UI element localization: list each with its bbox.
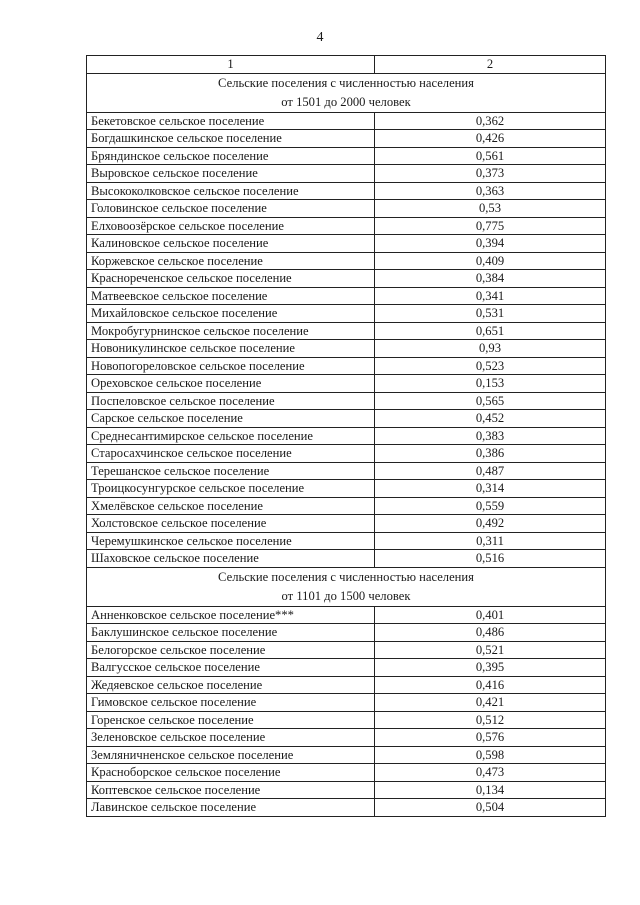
coefficient-value-cell: 0,426	[375, 130, 606, 148]
coefficient-value-cell: 0,565	[375, 392, 606, 410]
coefficient-value-cell: 0,383	[375, 427, 606, 445]
coefficient-value-cell: 0,561	[375, 147, 606, 165]
coefficient-value-cell: 0,504	[375, 799, 606, 817]
settlement-name-cell: Белогорское сельское поселение	[87, 641, 375, 659]
coefficient-value-cell: 0,311	[375, 532, 606, 550]
column-header-2: 2	[375, 56, 606, 74]
table-row	[87, 480, 606, 498]
coefficient-value-cell: 0,516	[375, 550, 606, 568]
table-row	[87, 746, 606, 764]
settlement-name-cell: Троицкосунгурское сельское поселение	[87, 480, 375, 498]
settlement-name-cell: Бекетовское сельское поселение	[87, 112, 375, 130]
table-row	[87, 764, 606, 782]
settlement-name-cell: Терешанское сельское поселение	[87, 462, 375, 480]
section-header-row	[87, 567, 606, 606]
coefficient-value-cell: 0,373	[375, 165, 606, 183]
settlement-name-cell: Коржевское сельское поселение	[87, 252, 375, 270]
coefficient-value-cell: 0,153	[375, 375, 606, 393]
table-row	[87, 550, 606, 568]
settlement-name-cell: Валгусское сельское поселение	[87, 659, 375, 677]
table-row	[87, 147, 606, 165]
table-row	[87, 357, 606, 375]
section-header-row	[87, 73, 606, 112]
table-row	[87, 711, 606, 729]
table-row	[87, 729, 606, 747]
table-body	[87, 56, 606, 817]
settlement-name-cell: Елховоозёрское сельское поселение	[87, 217, 375, 235]
table-row	[87, 287, 606, 305]
settlement-name-cell: Красноборское сельское поселение	[87, 764, 375, 782]
coefficient-value-cell: 0,452	[375, 410, 606, 428]
table-row	[87, 445, 606, 463]
coefficient-value-cell: 0,53	[375, 200, 606, 218]
table-row	[87, 641, 606, 659]
table-row	[87, 694, 606, 712]
settlement-name-cell: Лавинское сельское поселение	[87, 799, 375, 817]
coefficient-value-cell: 0,394	[375, 235, 606, 253]
data-table	[86, 55, 606, 817]
table-row	[87, 182, 606, 200]
settlement-name-cell: Хмелёвское сельское поселение	[87, 497, 375, 515]
section-title-line: Сельские поселения с численностью населения	[218, 569, 474, 584]
section-title	[87, 567, 606, 606]
coefficient-value-cell: 0,93	[375, 340, 606, 358]
settlement-name-cell: Старосахчинское сельское поселение	[87, 445, 375, 463]
settlement-name-cell: Сарское сельское поселение	[87, 410, 375, 428]
coefficient-value-cell: 0,363	[375, 182, 606, 200]
table-row	[87, 497, 606, 515]
settlement-name-cell: Горенское сельское поселение	[87, 711, 375, 729]
settlement-name-cell: Шаховское сельское поселение	[87, 550, 375, 568]
column-header-1: 1	[87, 56, 375, 74]
table-header-row	[87, 56, 606, 74]
coefficient-value-cell: 0,521	[375, 641, 606, 659]
table-row	[87, 659, 606, 677]
settlement-name-cell: Земляничненское сельское поселение	[87, 746, 375, 764]
settlement-name-cell: Холстовское сельское поселение	[87, 515, 375, 533]
table-row	[87, 515, 606, 533]
settlement-name-cell: Мокробугурнинское сельское поселение	[87, 322, 375, 340]
table-row	[87, 606, 606, 624]
coefficient-value-cell: 0,386	[375, 445, 606, 463]
coefficient-value-cell: 0,559	[375, 497, 606, 515]
table-row	[87, 112, 606, 130]
settlement-name-cell: Новопогореловское сельское поселение	[87, 357, 375, 375]
settlement-name-cell: Новоникулинское сельское поселение	[87, 340, 375, 358]
coefficient-value-cell: 0,395	[375, 659, 606, 677]
table-row	[87, 252, 606, 270]
table-row	[87, 340, 606, 358]
settlement-name-cell: Черемушкинское сельское поселение	[87, 532, 375, 550]
coefficient-value-cell: 0,362	[375, 112, 606, 130]
coefficient-value-cell: 0,775	[375, 217, 606, 235]
table-row	[87, 375, 606, 393]
table-row	[87, 392, 606, 410]
coefficient-value-cell: 0,486	[375, 624, 606, 642]
settlement-name-cell: Матвеевское сельское поселение	[87, 287, 375, 305]
coefficient-value-cell: 0,134	[375, 781, 606, 799]
table-row	[87, 322, 606, 340]
table-row	[87, 200, 606, 218]
settlement-name-cell: Краснореченское сельское поселение	[87, 270, 375, 288]
section-title-line: от 1501 до 2000 человек	[281, 94, 411, 109]
coefficient-value-cell: 0,531	[375, 305, 606, 323]
table-row	[87, 799, 606, 817]
table-row	[87, 217, 606, 235]
coefficient-value-cell: 0,409	[375, 252, 606, 270]
settlement-name-cell: Поспеловское сельское поселение	[87, 392, 375, 410]
section-title-line: Сельские поселения с численностью населения	[218, 75, 474, 90]
table-row	[87, 462, 606, 480]
settlement-name-cell: Богдашкинское сельское поселение	[87, 130, 375, 148]
coefficient-value-cell: 0,576	[375, 729, 606, 747]
coefficient-value-cell: 0,421	[375, 694, 606, 712]
coefficient-value-cell: 0,384	[375, 270, 606, 288]
settlement-name-cell: Высококолковское сельское поселение	[87, 182, 375, 200]
settlement-name-cell: Выровское сельское поселение	[87, 165, 375, 183]
settlement-name-cell: Бряндинское сельское поселение	[87, 147, 375, 165]
settlement-name-cell: Среднесантимирское сельское поселение	[87, 427, 375, 445]
page-number: 4	[316, 30, 324, 45]
coefficient-value-cell: 0,523	[375, 357, 606, 375]
table-row	[87, 235, 606, 253]
coefficient-value-cell: 0,416	[375, 676, 606, 694]
coefficient-value-cell: 0,341	[375, 287, 606, 305]
table-row	[87, 270, 606, 288]
coefficient-value-cell: 0,473	[375, 764, 606, 782]
coefficient-value-cell: 0,651	[375, 322, 606, 340]
table-row	[87, 676, 606, 694]
table-row	[87, 427, 606, 445]
table-row	[87, 165, 606, 183]
settlement-name-cell: Коптевское сельское поселение	[87, 781, 375, 799]
table-row	[87, 130, 606, 148]
coefficient-value-cell: 0,401	[375, 606, 606, 624]
coefficient-value-cell: 0,314	[375, 480, 606, 498]
settlement-name-cell: Михайловское сельское поселение	[87, 305, 375, 323]
settlement-name-cell: Гимовское сельское поселение	[87, 694, 375, 712]
settlement-name-cell: Зеленовское сельское поселение	[87, 729, 375, 747]
settlement-name-cell: Калиновское сельское поселение	[87, 235, 375, 253]
table-row	[87, 532, 606, 550]
coefficient-value-cell: 0,598	[375, 746, 606, 764]
coefficient-value-cell: 0,512	[375, 711, 606, 729]
settlement-name-cell: Ореховское сельское поселение	[87, 375, 375, 393]
section-title-line: от 1101 до 1500 человек	[281, 588, 411, 603]
coefficient-value-cell: 0,492	[375, 515, 606, 533]
settlement-name-cell: Головинское сельское поселение	[87, 200, 375, 218]
table-row	[87, 410, 606, 428]
table-row	[87, 781, 606, 799]
table-row	[87, 624, 606, 642]
section-title	[87, 73, 606, 112]
table-row	[87, 305, 606, 323]
settlement-name-cell: Жедяевское сельское поселение	[87, 676, 375, 694]
settlement-name-cell: Анненковское сельское поселение***	[87, 606, 375, 624]
settlement-name-cell: Баклушинское сельское поселение	[87, 624, 375, 642]
coefficient-value-cell: 0,487	[375, 462, 606, 480]
